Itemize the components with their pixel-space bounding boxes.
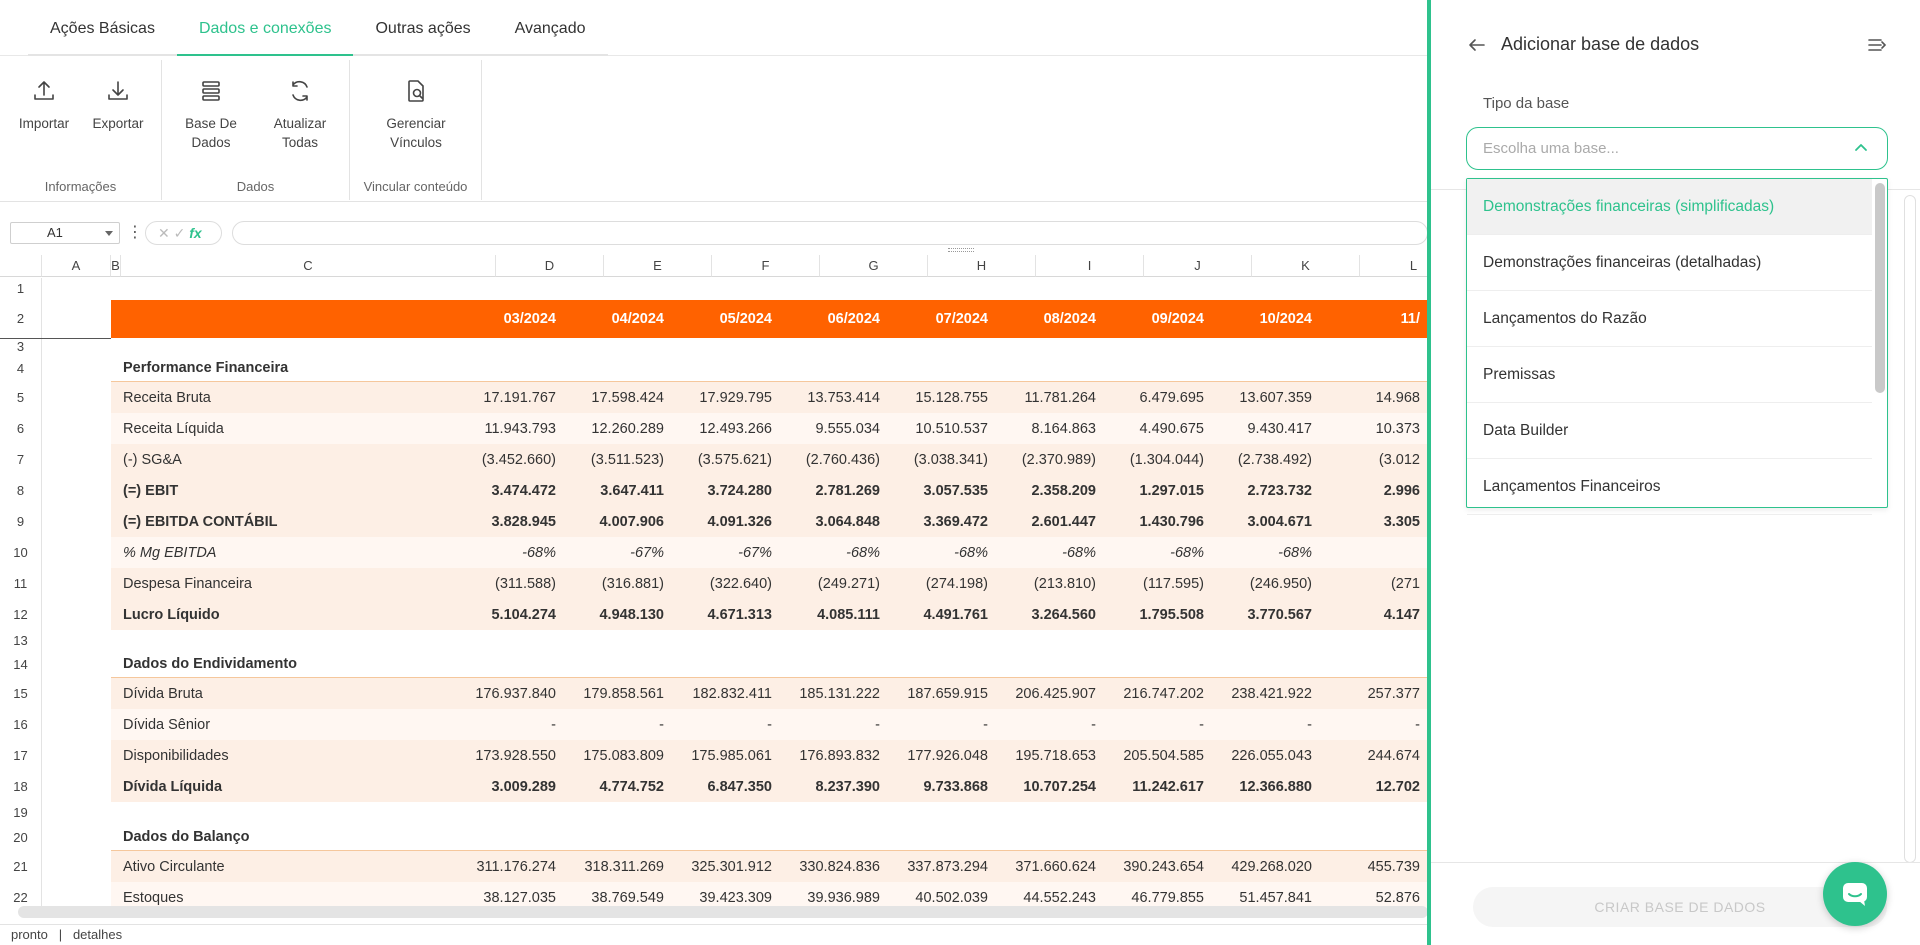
arrow-left-icon[interactable] (1467, 36, 1487, 54)
table-cell[interactable]: 455.739 (1367, 858, 1420, 875)
table-cell[interactable]: 9.733.868 (923, 778, 988, 795)
table-cell[interactable]: 6.479.695 (1139, 389, 1204, 406)
panel-title: Adicionar base de dados (1501, 34, 1700, 54)
table-cell[interactable]: (3.575.621) (697, 451, 772, 468)
table-cell[interactable]: 13.607.359 (1239, 389, 1312, 406)
table-cell[interactable]: (3.511.523) (590, 451, 664, 468)
table-cell[interactable]: -68% (1062, 544, 1096, 561)
table-cell[interactable]: 2.723.732 (1247, 482, 1312, 499)
group-vincular (350, 60, 482, 200)
table-cell[interactable]: (274.198) (925, 575, 988, 592)
database-type-dropdown (1466, 178, 1888, 508)
table-cell[interactable]: -68% (1278, 544, 1312, 561)
add-database-panel (1427, 0, 1920, 945)
row-header[interactable]: 10 (0, 537, 42, 568)
table-cell[interactable]: - (551, 716, 556, 733)
table-cell[interactable]: 176.893.832 (799, 747, 880, 764)
table-cell[interactable]: 206.425.907 (1015, 685, 1096, 702)
table-cell[interactable]: 38.127.035 (483, 889, 556, 906)
row-label[interactable]: Dívida Sênior (123, 716, 211, 733)
table-cell[interactable]: -68% (954, 544, 988, 561)
refresh-icon (287, 78, 313, 104)
column-header[interactable]: F (712, 255, 820, 277)
table-row[interactable] (111, 651, 1428, 678)
database-type-select[interactable] (1466, 127, 1888, 170)
table-cell[interactable]: 3.009.289 (491, 778, 556, 795)
table-cell[interactable]: 8.237.390 (815, 778, 880, 795)
group-label-dados: Dados (236, 179, 275, 194)
table-cell[interactable]: 07/2024 (935, 311, 988, 327)
table-cell[interactable]: - (659, 716, 664, 733)
table-cell[interactable]: 15.128.755 (915, 389, 988, 406)
table-cell[interactable]: 4.491.761 (923, 606, 988, 623)
table-cell[interactable]: 3.647.411 (600, 482, 664, 499)
group-informacoes (0, 60, 162, 200)
table-cell[interactable]: (249.271) (817, 575, 880, 592)
option-lancamentos-financeiros[interactable]: Lançamentos Financeiros (1467, 459, 1872, 515)
table-cell[interactable]: 52.876 (1375, 889, 1420, 906)
row-label[interactable]: Receita Líquida (123, 420, 224, 437)
table-cell[interactable]: 3.369.472 (923, 513, 988, 530)
table-cell[interactable]: 337.873.294 (907, 858, 988, 875)
row-label[interactable]: Dívida Líquida (123, 778, 223, 795)
table-cell[interactable]: 429.268.020 (1231, 858, 1312, 875)
cancel-icon[interactable]: ✕ (158, 225, 170, 241)
table-cell[interactable]: 318.311.269 (584, 858, 664, 875)
table-row[interactable] (111, 506, 1428, 537)
table-cell[interactable]: 08/2024 (1043, 311, 1096, 327)
column-header[interactable]: C (121, 255, 496, 277)
table-cell[interactable]: 4.774.752 (599, 778, 664, 795)
table-cell[interactable]: - (1415, 716, 1420, 733)
table-cell[interactable]: 176.937.840 (475, 685, 556, 702)
table-cell[interactable]: 04/2024 (611, 311, 664, 327)
table-cell[interactable]: 14.968 (1375, 389, 1420, 406)
table-cell[interactable]: 11.242.617 (1132, 778, 1204, 795)
row-header[interactable]: 20 (0, 824, 42, 851)
row-header[interactable]: 22 (0, 882, 42, 913)
table-cell[interactable]: (316.881) (601, 575, 664, 592)
database-icon (198, 78, 224, 104)
table-cell[interactable]: 9.430.417 (1247, 420, 1312, 437)
table-cell[interactable]: 175.083.809 (583, 747, 664, 764)
field-label-tipo-base: Tipo da base (1483, 95, 1570, 112)
table-cell[interactable]: 371.660.624 (1015, 858, 1096, 875)
table-row[interactable] (111, 413, 1428, 444)
table-cell[interactable]: 216.747.202 (1123, 685, 1204, 702)
row-header[interactable]: 2 (0, 300, 42, 338)
dropdown-scrollbar[interactable] (1875, 183, 1885, 393)
table-cell[interactable]: 3.004.671 (1247, 513, 1312, 530)
table-cell[interactable]: 4.085.111 (817, 606, 880, 623)
row-label[interactable]: Despesa Financeira (123, 575, 252, 592)
base-label-line1: Base De (185, 116, 237, 131)
option-data-builder[interactable]: Data Builder (1467, 403, 1872, 459)
cell-reference: A1 (47, 225, 63, 240)
table-cell[interactable]: (213.810) (1033, 575, 1096, 592)
table-row[interactable] (111, 338, 1428, 355)
column-header[interactable]: I (1036, 255, 1144, 277)
row-header[interactable]: 16 (0, 709, 42, 740)
formula-input[interactable] (232, 221, 1428, 245)
row-label[interactable]: (=) EBITDA CONTÁBIL (123, 513, 278, 530)
column-header[interactable]: G (820, 255, 928, 277)
row-header[interactable]: 9 (0, 506, 42, 537)
table-cell[interactable]: 238.421.922 (1231, 685, 1312, 702)
status-details[interactable]: detalhes (72, 927, 123, 942)
atualizar-label-line2: Todas (281, 135, 319, 150)
table-cell[interactable]: 325.301.912 (691, 858, 772, 875)
function-icon[interactable]: fx (189, 225, 202, 241)
table-row[interactable] (111, 382, 1428, 413)
table-cell[interactable]: 173.928.550 (475, 747, 556, 764)
status-text: pronto (11, 927, 48, 942)
table-cell[interactable]: 40.502.039 (915, 889, 988, 906)
table-cell[interactable]: 330.824.836 (799, 858, 880, 875)
table-cell[interactable]: -68% (846, 544, 880, 561)
table-cell[interactable]: 182.832.411 (692, 685, 772, 702)
row-header[interactable]: 1 (0, 278, 42, 300)
table-cell[interactable]: 12.702 (1375, 778, 1420, 795)
column-header[interactable]: K (1252, 255, 1360, 277)
tab-dados-e-conexoes[interactable]: Dados e conexões (177, 20, 354, 56)
table-cell[interactable]: 03/2024 (503, 311, 556, 327)
table-row[interactable] (111, 824, 1428, 851)
table-cell[interactable]: 195.718.653 (1015, 747, 1096, 764)
ribbon (0, 56, 1428, 202)
row-header[interactable]: 14 (0, 651, 42, 678)
option-demonstracoes-simplificadas[interactable]: Demonstrações financeiras (simplificadas) (1467, 179, 1872, 235)
table-cell[interactable]: 17.929.795 (699, 389, 772, 406)
table-cell[interactable]: - (1091, 716, 1096, 733)
chat-icon (1839, 878, 1871, 910)
table-cell[interactable]: -67% (630, 544, 664, 561)
export-button[interactable] (78, 78, 158, 133)
table-cell[interactable]: 11/ (1400, 311, 1420, 327)
table-row[interactable] (111, 537, 1428, 568)
gerenciar-label-line1: Gerenciar (386, 116, 446, 131)
row-header[interactable]: 21 (0, 851, 42, 882)
table-cell[interactable]: 39.423.309 (699, 889, 772, 906)
row-label[interactable]: Dívida Bruta (123, 685, 203, 702)
kebab-menu-icon[interactable]: ⋮ (127, 224, 143, 241)
table-cell[interactable]: 175.985.061 (691, 747, 772, 764)
row-header[interactable]: 13 (0, 630, 42, 651)
table-row[interactable] (111, 740, 1428, 771)
table-cell[interactable]: 3.264.560 (1031, 606, 1096, 623)
table-cell[interactable]: 9.555.034 (815, 420, 880, 437)
table-cell[interactable]: (3.038.341) (913, 451, 988, 468)
table-cell[interactable]: (322.640) (709, 575, 772, 592)
table-cell[interactable]: 38.769.549 (591, 889, 664, 906)
table-row[interactable] (111, 475, 1428, 506)
table-cell[interactable]: 1.297.015 (1139, 482, 1204, 499)
row-header[interactable]: 5 (0, 382, 42, 413)
table-row[interactable] (111, 709, 1428, 740)
chevron-up-icon (1853, 140, 1869, 156)
table-row[interactable] (111, 278, 1428, 300)
horizontal-scrollbar[interactable] (18, 906, 1428, 918)
gerenciar-label-line2: Vínculos (390, 135, 442, 150)
atualizar-label-line1: Atualizar (273, 116, 327, 131)
table-cell[interactable]: - (767, 716, 772, 733)
table-row[interactable] (111, 630, 1428, 651)
collapse-panel-icon[interactable] (1867, 36, 1887, 54)
option-lancamentos-razao[interactable]: Lançamentos do Razão (1467, 291, 1872, 347)
resize-handle[interactable] (948, 248, 974, 252)
option-demonstracoes-detalhadas[interactable]: Demonstrações financeiras (detalhadas) (1467, 235, 1872, 291)
row-header[interactable]: 3 (0, 338, 42, 355)
table-cell[interactable]: 44.552.243 (1023, 889, 1096, 906)
table-cell[interactable]: 6.847.350 (707, 778, 772, 795)
table-cell[interactable]: 2.358.209 (1031, 482, 1096, 499)
column-header[interactable]: H (928, 255, 1036, 277)
table-cell[interactable]: - (983, 716, 988, 733)
row-header[interactable]: 18 (0, 771, 42, 802)
table-cell[interactable]: 11.781.264 (1024, 389, 1096, 406)
tab-acoes-basicas[interactable]: Ações Básicas (28, 20, 177, 56)
status-separator: | (58, 927, 63, 942)
table-row[interactable] (111, 771, 1428, 802)
row-header[interactable]: 8 (0, 475, 42, 506)
table-cell[interactable]: 46.779.855 (1131, 889, 1204, 906)
table-cell[interactable]: 10.707.254 (1023, 778, 1096, 795)
table-cell[interactable]: 2.996 (1383, 482, 1420, 499)
table-cell[interactable]: 2.601.447 (1031, 513, 1096, 530)
row-header[interactable]: 12 (0, 599, 42, 630)
table-cell[interactable]: 4.948.130 (599, 606, 664, 623)
table-cell[interactable]: 8.164.863 (1031, 420, 1096, 437)
ribbon-tabs (0, 0, 608, 56)
group-dados (162, 60, 350, 200)
column-header[interactable]: J (1144, 255, 1252, 277)
base-label-line2: Dados (191, 135, 231, 150)
table-cell[interactable]: (117.595) (1143, 575, 1204, 592)
table-cell[interactable]: 187.659.915 (907, 685, 988, 702)
table-cell[interactable]: (2.760.436) (805, 451, 880, 468)
spreadsheet-grid[interactable] (0, 255, 1428, 906)
table-cell[interactable]: 2.781.269 (815, 482, 880, 499)
table-cell[interactable]: 226.055.043 (1231, 747, 1312, 764)
row-label[interactable]: Performance Financeira (123, 360, 289, 376)
table-cell[interactable]: (271 (1390, 575, 1420, 592)
column-header[interactable]: A (42, 255, 111, 277)
row-header[interactable]: 19 (0, 802, 42, 824)
atualizar-todas-button[interactable] (260, 78, 340, 152)
table-cell[interactable]: 12.366.880 (1239, 778, 1312, 795)
table-cell[interactable]: 06/2024 (827, 311, 880, 327)
table-cell[interactable]: 10.373 (1375, 420, 1420, 437)
select-placeholder: Escolha uma base... (1483, 140, 1619, 157)
table-cell[interactable]: 1.430.796 (1139, 513, 1204, 530)
row-header[interactable]: 11 (0, 568, 42, 599)
download-icon (105, 78, 131, 104)
row-header[interactable]: 7 (0, 444, 42, 475)
formula-actions (145, 221, 222, 245)
row-label[interactable]: (=) EBIT (123, 482, 179, 499)
row-label[interactable]: Dados do Balanço (123, 829, 250, 845)
table-cell[interactable]: 179.858.561 (583, 685, 664, 702)
option-premissas[interactable]: Premissas (1467, 347, 1872, 403)
table-cell[interactable]: (2.370.989) (1021, 451, 1096, 468)
table-cell[interactable]: 3.064.848 (815, 513, 880, 530)
table-cell[interactable]: 3.770.567 (1247, 606, 1312, 623)
table-cell[interactable]: 12.260.289 (591, 420, 664, 437)
table-cell[interactable]: (246.950) (1249, 575, 1312, 592)
table-cell[interactable]: 13.753.414 (807, 389, 880, 406)
group-label-vincular: Vincular conteúdo (363, 179, 468, 194)
table-cell[interactable]: 390.243.654 (1123, 858, 1204, 875)
table-cell[interactable]: 3.305 (1383, 513, 1420, 530)
table-cell[interactable]: 17.598.424 (591, 389, 664, 406)
column-header[interactable]: D (496, 255, 604, 277)
import-label: Importar (18, 116, 70, 131)
formula-bar (0, 218, 1428, 248)
column-header[interactable]: E (604, 255, 712, 277)
row-label[interactable]: Disponibilidades (123, 747, 229, 764)
column-header[interactable]: L (1360, 255, 1468, 277)
table-row[interactable] (111, 678, 1428, 709)
tab-outras-acoes[interactable]: Outras ações (353, 20, 492, 56)
table-row[interactable] (111, 568, 1428, 599)
confirm-icon[interactable]: ✓ (173, 225, 186, 241)
table-row[interactable] (111, 300, 1428, 338)
upload-icon (31, 78, 57, 104)
table-cell[interactable]: 1.795.508 (1139, 606, 1204, 623)
table-cell[interactable]: -68% (522, 544, 556, 561)
table-row[interactable] (111, 802, 1428, 824)
table-cell[interactable]: -68% (1170, 544, 1204, 561)
table-cell[interactable]: 09/2024 (1151, 311, 1204, 327)
gerenciar-vinculos-button[interactable] (376, 78, 456, 152)
row-header[interactable]: 6 (0, 413, 42, 444)
create-database-button[interactable]: CRIAR BASE DE DADOS (1473, 887, 1887, 927)
row-label[interactable]: % Mg EBITDA (123, 544, 217, 561)
panel-scrollbar[interactable] (1904, 195, 1916, 863)
table-cell[interactable]: 17.191.767 (483, 389, 556, 406)
base-de-dados-button[interactable] (171, 78, 251, 152)
table-cell[interactable]: 4.091.326 (707, 513, 772, 530)
table-cell[interactable]: 4.147 (1383, 606, 1420, 623)
table-cell[interactable]: - (875, 716, 880, 733)
select-all-corner[interactable] (0, 255, 42, 277)
table-cell[interactable]: 4.007.906 (599, 513, 664, 530)
chat-button[interactable] (1823, 862, 1887, 926)
table-cell[interactable]: 3.474.472 (491, 482, 556, 499)
row-header[interactable]: 17 (0, 740, 42, 771)
row-label[interactable]: (-) SG&A (123, 451, 182, 468)
table-cell[interactable]: 257.377 (1367, 685, 1420, 702)
table-cell[interactable]: 51.457.841 (1239, 889, 1312, 906)
table-cell[interactable]: 311.176.274 (476, 858, 556, 875)
table-cell[interactable]: 3.057.535 (923, 482, 988, 499)
row-header[interactable]: 4 (0, 355, 42, 382)
freeze-line (0, 338, 111, 339)
name-box[interactable] (10, 222, 120, 244)
row-label[interactable]: Ativo Circulante (123, 858, 225, 875)
table-cell[interactable]: 05/2024 (719, 311, 772, 327)
table-cell[interactable]: 4.490.675 (1139, 420, 1204, 437)
table-row[interactable] (111, 355, 1428, 382)
row-label[interactable]: Receita Bruta (123, 389, 211, 406)
table-cell[interactable]: -67% (738, 544, 772, 561)
table-cell[interactable]: 185.131.222 (799, 685, 880, 702)
table-cell[interactable]: (3.012 (1378, 451, 1420, 468)
table-cell[interactable]: 39.936.989 (807, 889, 880, 906)
table-cell[interactable]: 12.493.266 (699, 420, 772, 437)
row-header[interactable]: 15 (0, 678, 42, 709)
group-label-informacoes: Informações (44, 179, 117, 194)
tab-avancado[interactable]: Avançado (493, 20, 608, 56)
table-cell[interactable]: (3.452.660) (481, 451, 556, 468)
table-cell[interactable]: 11.943.793 (484, 420, 556, 437)
row-label[interactable]: Estoques (123, 889, 184, 906)
table-cell[interactable]: 4.671.313 (707, 606, 772, 623)
table-cell[interactable]: - (1307, 716, 1312, 733)
table-cell[interactable]: (311.588) (495, 575, 556, 592)
row-label[interactable]: Dados do Endividamento (123, 656, 298, 672)
status-bar (0, 924, 1428, 945)
table-cell[interactable]: 10/2024 (1259, 311, 1312, 327)
table-cell[interactable]: 177.926.048 (907, 747, 988, 764)
export-label: Exportar (92, 116, 144, 131)
table-cell[interactable]: 10.510.537 (915, 420, 988, 437)
table-cell[interactable]: 3.724.280 (707, 482, 772, 499)
table-row[interactable] (111, 444, 1428, 475)
table-row[interactable] (111, 851, 1428, 882)
table-cell[interactable]: (2.738.492) (1237, 451, 1312, 468)
table-cell[interactable]: 5.104.274 (491, 606, 556, 623)
table-cell[interactable]: 205.504.585 (1123, 747, 1204, 764)
table-row[interactable] (111, 599, 1428, 630)
row-label[interactable]: Lucro Líquido (123, 606, 220, 623)
table-cell[interactable]: - (1199, 716, 1204, 733)
chevron-down-icon (105, 231, 113, 236)
table-cell[interactable]: (1.304.044) (1129, 451, 1204, 468)
table-cell[interactable]: 244.674 (1367, 747, 1420, 764)
column-header[interactable]: B (111, 255, 121, 277)
table-cell[interactable]: 3.828.945 (491, 513, 556, 530)
manage-links-icon (403, 78, 429, 104)
import-button[interactable] (4, 78, 84, 133)
